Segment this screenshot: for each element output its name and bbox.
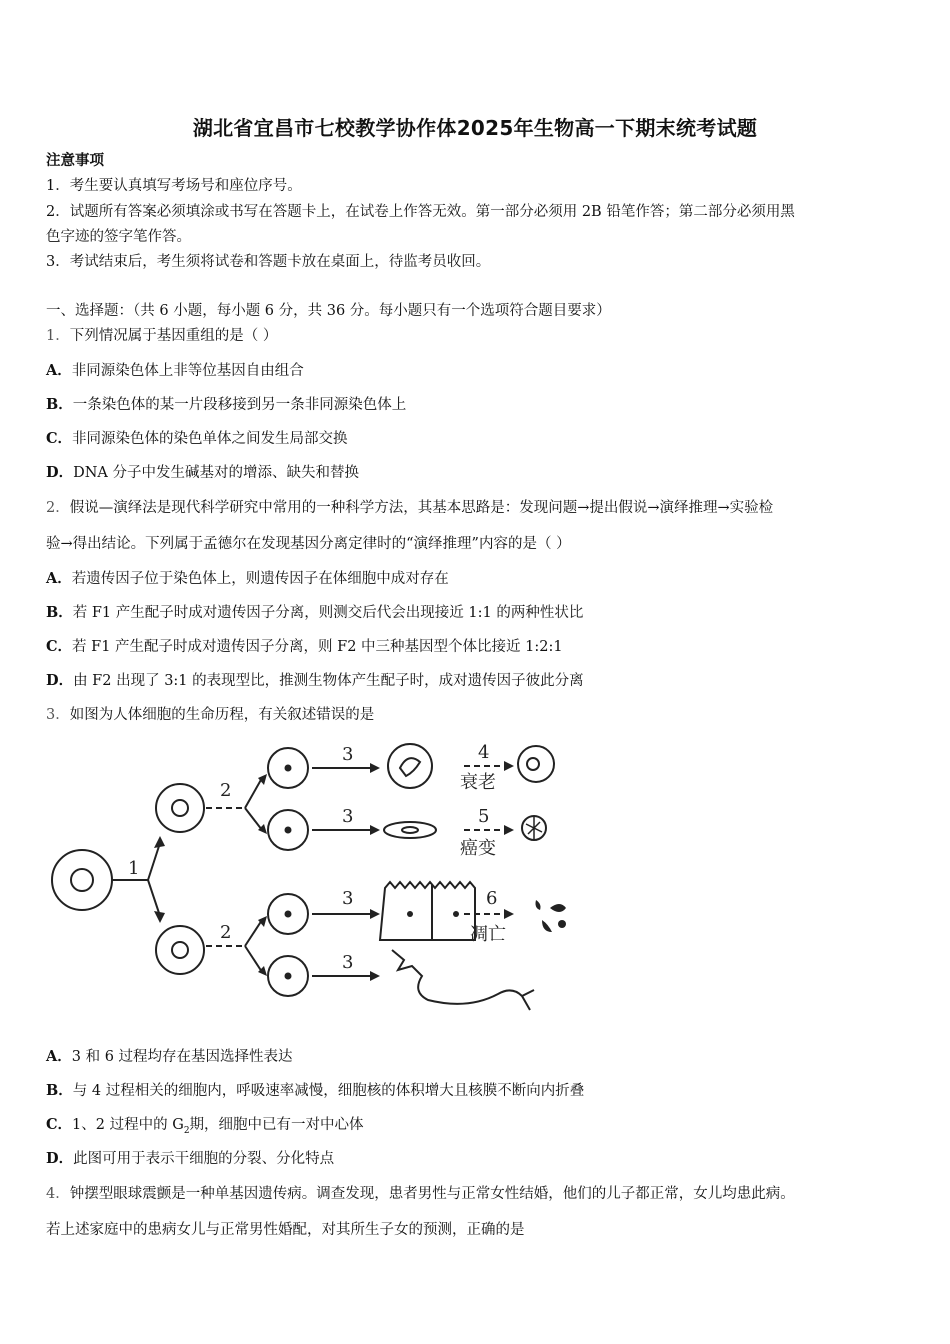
stem-cell [52, 850, 112, 910]
option-text: 若 F1 产生配子时成对遗传因子分离，则测交后代会出现接近 1:1 的两种性状比 [72, 605, 584, 621]
label-process-5: 5 [478, 806, 490, 827]
label-death: 凋亡 [470, 924, 506, 945]
question-2 [46, 498, 773, 518]
stem-cell-nucleus [71, 869, 93, 891]
daughter-cell-upper [156, 784, 204, 832]
option-label: A． [46, 1048, 72, 1065]
option-d [46, 671, 584, 691]
apoptotic-fragment [536, 900, 541, 910]
question-number: 2． [46, 500, 70, 516]
question-stem-cont: 若上述家庭中的患病女儿与正常男性婚配，对其所生子女的预测，正确的是 [46, 1222, 525, 1238]
option-label: B． [46, 604, 73, 621]
option-text: 若遗传因子位于染色体上，则遗传因子在体细胞中成对存在 [71, 571, 449, 587]
daughter-cell-lower [156, 926, 204, 974]
question-stem: 下列情况属于基因重组的是（ ） [69, 328, 278, 344]
question-number: 4． [46, 1186, 70, 1202]
option-label: B． [46, 1082, 73, 1099]
option-text: 非同源染色体的染色单体之间发生局部交换 [72, 431, 348, 447]
option-text: 3 和 6 过程均存在基因选择性表达 [71, 1049, 293, 1065]
cell-life-history-figure [40, 728, 600, 1018]
option-label: C． [46, 1116, 73, 1133]
option-text: 与 4 过程相关的细胞内，呼吸速率减慢，细胞核的体积增大且核膜不断向内折叠 [72, 1083, 585, 1099]
label-process-3: 3 [342, 952, 354, 973]
option-a [46, 1047, 293, 1067]
label-process-2: 2 [220, 780, 232, 801]
option-label: D． [46, 672, 74, 689]
label-process-2: 2 [220, 922, 232, 943]
option-a [46, 569, 449, 589]
label-process-3: 3 [342, 744, 354, 765]
option-a [46, 361, 304, 381]
question-stem: 钟摆型眼球震颤是一种单基因遗传病。调查发现，患者男性与正常女性结婚，他们的儿子都正常，女儿均患此病。 [69, 1186, 795, 1202]
option-text: 此图可用于表示干细胞的分裂、分化特点 [73, 1151, 335, 1167]
option-label: C． [46, 430, 73, 447]
option-c [46, 637, 563, 657]
option-label: D． [46, 464, 74, 481]
option-d [46, 1149, 334, 1169]
question-number: 3． [46, 707, 70, 723]
option-text: 由 F2 出现了 3:1 的表现型比，推测生物体产生配子时，成对遗传因子彼此分离 [73, 673, 584, 689]
option-c [46, 429, 348, 449]
notice-item: 3．考试结束后，考生须将试卷和答题卡放在桌面上，待监考员收回。 [46, 254, 491, 270]
question-3 [46, 705, 374, 725]
senescent-cell [518, 746, 554, 782]
notice-item: 1．考生要认真填写考场号和座位序号。 [46, 178, 302, 194]
option-text: 若 F1 产生配子时成对遗传因子分离，则 F2 中三种基因型个体比接近 1:2:1 [72, 639, 563, 655]
option-subscript: 2 [183, 1125, 190, 1136]
option-b [46, 395, 406, 415]
label-process-4: 4 [478, 742, 490, 763]
option-label: B． [46, 396, 73, 413]
section-heading: 一、选择题：（共 6 小题，每小题 6 分，共 36 分。每小题只有一个选项符合题目要求） [46, 303, 611, 319]
aged-cell [388, 744, 432, 788]
option-label: C． [46, 638, 73, 655]
option-text: 一条染色体的某一片段移接到另一条非同源染色体上 [72, 397, 407, 413]
label-cancer: 癌变 [460, 838, 496, 859]
label-process-3: 3 [342, 806, 354, 827]
notice-heading: 注意事项 [46, 152, 104, 169]
option-text: 非同源染色体上非等位基因自由组合 [71, 363, 304, 379]
option-b [46, 1081, 584, 1101]
option-text: DNA 分子中发生碱基对的增添、缺失和替换 [73, 465, 359, 481]
question-4 [46, 1184, 795, 1204]
option-text: 期，细胞中已有一对中心体 [189, 1117, 364, 1133]
label-process-1: 1 [128, 858, 140, 879]
label-process-6: 6 [486, 888, 498, 909]
question-number: 1． [46, 328, 70, 344]
option-label: A． [46, 362, 72, 379]
question-stem: 如图为人体细胞的生命历程，有关叙述错误的是 [69, 707, 375, 723]
page-title: 湖北省宜昌市七校教学协作体2025年生物高一下期末统考试题 [192, 116, 758, 140]
option-text: 1、2 过程中的 G [72, 1117, 184, 1133]
label-aging: 衰老 [460, 772, 496, 793]
neuron-cell [392, 950, 534, 1010]
question-stem-cont: 验→得出结论。下列属于孟德尔在发现基因分离定律时的“演绎推理”内容的是（ ） [46, 536, 571, 552]
option-label: D． [46, 1150, 74, 1167]
epithelial-cells [380, 882, 475, 940]
option-b [46, 603, 583, 623]
notice-item: 2．试题所有答案必须填涂或书写在答题卡上，在试卷上作答无效。第一部分必须用 2B 铅笔作答；第二部分必须用黑 [46, 204, 795, 220]
notice-item: 色字迹的签字笔作答。 [46, 229, 191, 245]
option-d [46, 463, 359, 483]
option-label: A． [46, 570, 72, 587]
question-1 [46, 326, 277, 346]
question-stem: 假说—演绎法是现代科学研究中常用的一种科学方法，其基本思路是：发现问题→提出假说→演绎推理→实验检 [69, 500, 774, 516]
label-process-3: 3 [342, 888, 354, 909]
option-c [46, 1115, 364, 1141]
